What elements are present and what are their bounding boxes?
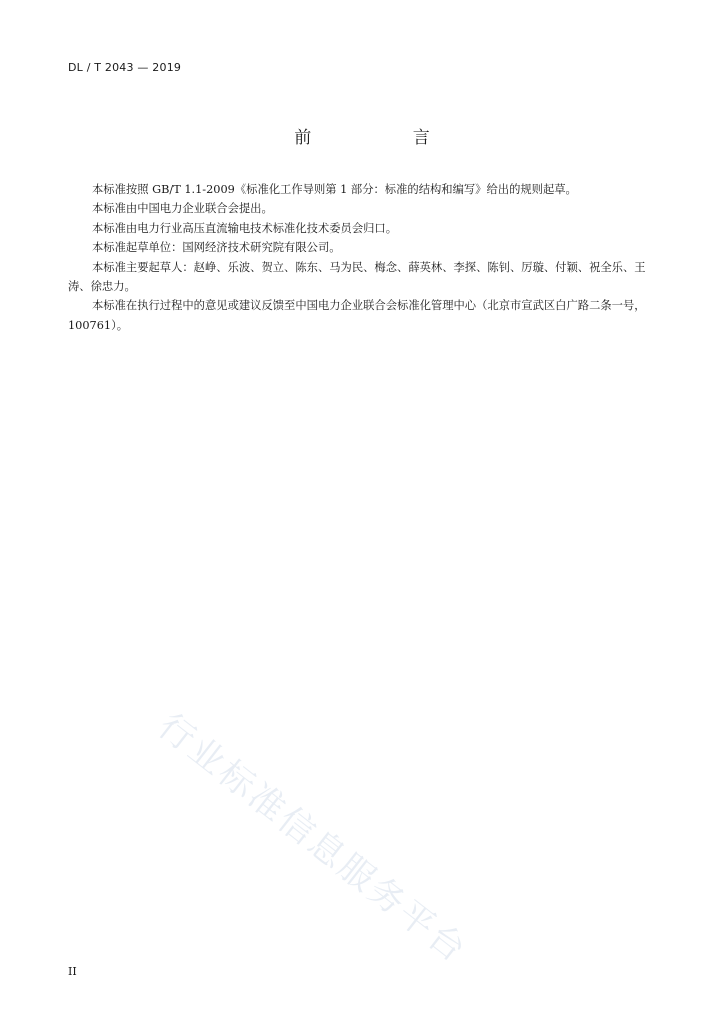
document-code: DL / T 2043 — 2019: [68, 61, 182, 74]
foreword-paragraph: 本标准由电力行业高压直流输电技术标准化技术委员会归口。: [92, 221, 398, 235]
page-number: II: [68, 965, 77, 978]
foreword-paragraph: 本标准在执行过程中的意见或建议反馈至中国电力企业联合会标准化管理中心（北京市宣武区白广路二条一号，100761）。: [68, 299, 646, 332]
foreword-paragraph: 本标准由中国电力企业联合会提出。: [92, 202, 273, 216]
foreword-body: [68, 180, 648, 335]
watermark: 行业标准信息服务平台: [150, 706, 475, 972]
foreword-paragraph: 本标准主要起草人：赵峥、乐波、贺立、陈东、马为民、梅念、薛英林、李探、陈钊、厉璇、付颖、祝全乐、王涛、徐忠力。: [68, 260, 646, 294]
foreword-paragraph: 本标准按照 GB/T 1.1-2009《标准化工作导则第 1 部分：标准的结构和编写》给出的规则起草。: [92, 183, 577, 196]
foreword-paragraph: 本标准起草单位：国网经济技术研究院有限公司。: [92, 241, 341, 255]
page-title: 前 言: [294, 128, 478, 148]
